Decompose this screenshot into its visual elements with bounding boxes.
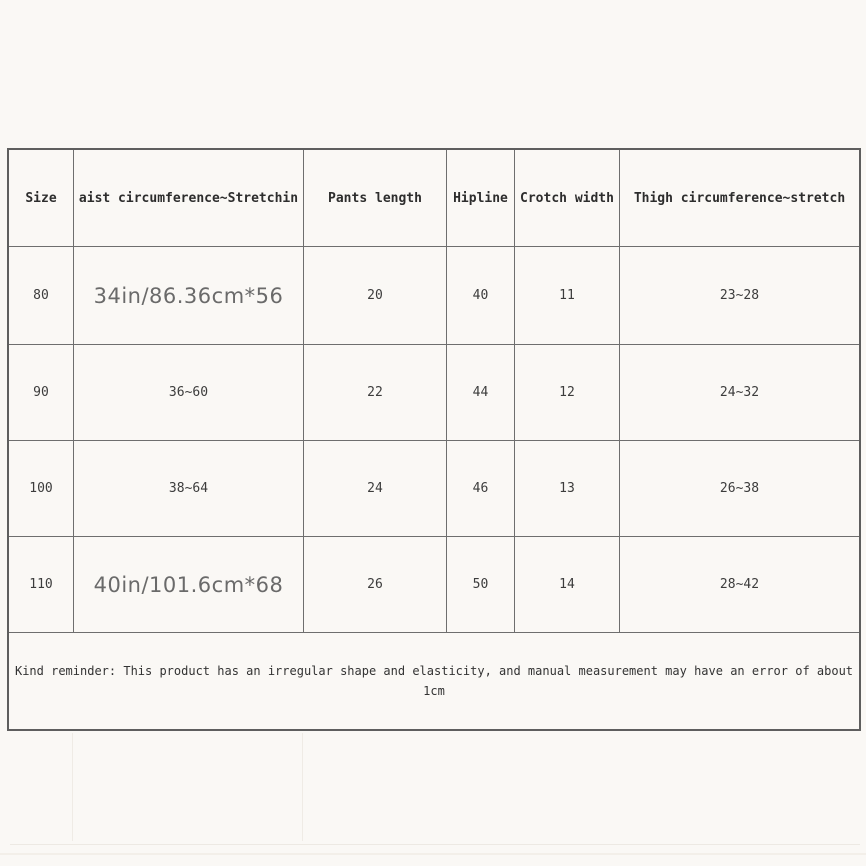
ghost-line-vertical — [72, 733, 73, 841]
thigh-cell: 28~42 — [620, 537, 859, 633]
hipline-cell: 44 — [447, 345, 515, 441]
size-cell: 100 — [9, 441, 74, 537]
hipline-cell: 50 — [447, 537, 515, 633]
header-cell-hipline: Hipline — [447, 150, 515, 247]
crotch-width-cell: 11 — [515, 247, 620, 345]
pants-length-cell: 22 — [304, 345, 447, 441]
thigh-cell: 26~38 — [620, 441, 859, 537]
waist-cell: 38~64 — [74, 441, 304, 537]
reminder-text-line1: Kind reminder: This product has an irregular shape and elasticity, and manual measurement may have an error of about — [14, 664, 854, 678]
header-cell-waist-circumference: aist circumference~Stretchin — [74, 150, 304, 247]
ghost-line-horizontal — [10, 844, 860, 845]
size-cell: 110 — [9, 537, 74, 633]
thigh-cell: 24~32 — [620, 345, 859, 441]
thigh-cell: 23~28 — [620, 247, 859, 345]
header-cell-pants-length: Pants length — [304, 150, 447, 247]
ghost-line-horizontal — [0, 853, 866, 855]
header-cell-size: Size — [9, 150, 74, 247]
pants-length-cell: 24 — [304, 441, 447, 537]
size-cell: 80 — [9, 247, 74, 345]
ghost-line-vertical — [302, 733, 303, 841]
waist-cell: 40in/101.6cm*68 — [74, 537, 304, 633]
crotch-width-cell: 13 — [515, 441, 620, 537]
crotch-width-cell: 12 — [515, 345, 620, 441]
reminder-row — [9, 633, 859, 729]
hipline-cell: 40 — [447, 247, 515, 345]
hipline-cell: 46 — [447, 441, 515, 537]
waist-cell: 36~60 — [74, 345, 304, 441]
size-cell: 90 — [9, 345, 74, 441]
waist-cell: 34in/86.36cm*56 — [74, 247, 304, 345]
size-chart-table — [7, 148, 861, 731]
pants-length-cell: 26 — [304, 537, 447, 633]
reminder-text-line2: 1cm — [423, 684, 445, 698]
pants-length-cell: 20 — [304, 247, 447, 345]
crotch-width-cell: 14 — [515, 537, 620, 633]
header-cell-crotch-width: Crotch width — [515, 150, 620, 247]
header-cell-thigh-circumference: Thigh circumference~stretch — [620, 150, 859, 247]
